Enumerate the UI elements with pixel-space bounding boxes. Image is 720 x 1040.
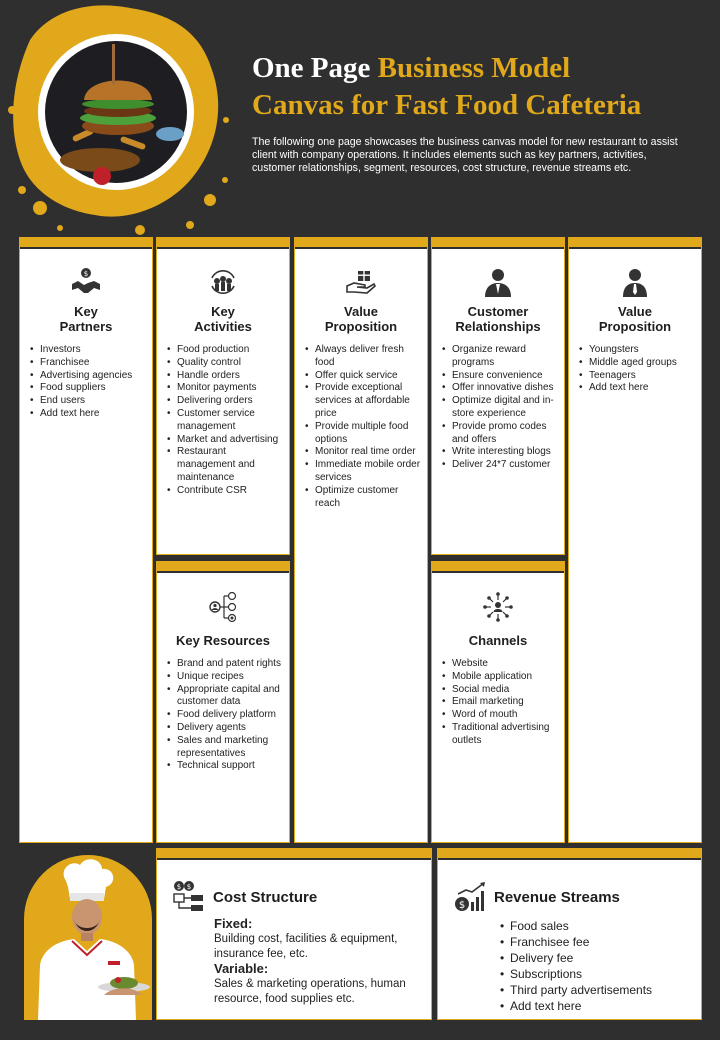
list-item: • Monitor payments [167,382,285,395]
card-accent-bar [157,849,431,860]
chef-photo [24,855,152,1020]
revenue-chart-icon [454,880,488,914]
list-item: • Delivery agents [167,722,285,735]
list-item: • Website [442,658,560,671]
list-item: • Write interesting blogs [442,446,560,459]
gift-hand-icon [345,266,377,298]
list-item: • Market and advertising [167,434,285,447]
page-title: One Page Business Model Canvas for Fast Food Cafeteria [252,52,642,121]
channels-list [432,658,564,748]
handshake-icon [70,266,102,298]
hub-network-icon [482,591,514,623]
key-partners-list [20,344,152,421]
cost-structure-title: Cost Structure [213,888,318,906]
list-item: • Advertising agencies [30,370,148,383]
list-item: • Provide multiple food options [305,421,423,447]
list-item: • Franchisee fee [500,934,697,950]
cost-structure-card [156,848,432,1020]
card-accent-bar [432,238,564,249]
list-item: • Traditional advertising outlets [442,722,560,748]
card-accent-bar [295,238,427,249]
list-item: • Food suppliers [30,382,148,395]
revenue-streams-card [437,848,702,1020]
list-item: • Add text here [579,382,697,395]
list-item: • Food sales [500,918,697,934]
list-item: • Food delivery platform [167,709,285,722]
list-item: • Monitor real time order [305,446,423,459]
value-proposition-list [295,344,427,510]
list-item: • Always deliver fresh food [305,344,423,370]
burger-photo-splash [0,0,240,240]
list-item: • Contribute CSR [167,485,285,498]
key-resources-title: Key Resources [176,633,270,648]
cost-flow-icon [173,880,207,914]
list-item: • Technical support [167,760,285,773]
customer-segments-title: Value Proposition [598,304,672,334]
value-proposition-title: Value Proposition [324,304,398,334]
list-item: • Ensure convenience [442,370,560,383]
intro-text: The following one page showcases the business canvas model for new restaurant to assist client with company operations. It includes elements such as key partners, activities, customer relationships, segment, resources, cost structure, revenue streams etc. [252,136,678,174]
list-item: • Optimize customer reach [305,485,423,511]
card-accent-bar [157,562,289,573]
customer-segments-list [569,344,701,395]
customer-segments-card [568,237,702,843]
fixed-cost-text: Building cost, facilities & equipment, insurance fee, etc. [214,933,398,960]
list-item: • Optimize digital and in-store experience [442,395,560,421]
key-activities-list [157,344,289,498]
list-item: • Third party advertisements [500,982,697,998]
team-cycle-icon [207,266,239,298]
list-item: • Handle orders [167,370,285,383]
list-item: • Delivering orders [167,395,285,408]
key-partners-card [19,237,153,843]
list-item: • Sales and marketing representatives [167,735,285,761]
list-item: • Brand and patent rights [167,658,285,671]
revenue-streams-title: Revenue Streams [494,888,620,906]
list-item: • Add text here [500,998,697,1014]
list-item: • Email marketing [442,696,560,709]
list-item: • Unique recipes [167,671,285,684]
list-item: • Delivery fee [500,950,697,966]
list-item: • Provide promo codes and offers [442,421,560,447]
svg-text:$: $ [186,883,192,891]
card-accent-bar [569,238,701,249]
card-accent-bar [157,238,289,249]
customer-relationships-card [431,237,565,555]
revenue-streams-list [490,918,701,1014]
list-item: • Word of mouth [442,709,560,722]
list-item: • Quality control [167,357,285,370]
svg-text:$: $ [176,883,182,891]
fixed-cost-label: Fixed: [214,916,253,931]
list-item: • Teenagers [579,370,697,383]
person-tie-icon [619,266,651,298]
list-item: • Subscriptions [500,966,697,982]
list-item: • Deliver 24*7 customer [442,459,560,472]
key-activities-title: Key Activities [194,304,252,334]
list-item: • Middle aged groups [579,357,697,370]
svg-text:$: $ [83,270,89,278]
list-item: • Offer quick service [305,370,423,383]
list-item: • Investors [30,344,148,357]
list-item: • Immediate mobile order services [305,459,423,485]
list-item: • Provide exceptional services at affordable price [305,382,423,420]
variable-cost-text: Sales & marketing operations, human resource, food supplies etc. [214,978,406,1005]
list-item: • Mobile application [442,671,560,684]
channels-card [431,561,565,843]
list-item: • Organize reward programs [442,344,560,370]
card-accent-bar [20,238,152,249]
list-item: • Restaurant management and maintenance [167,446,285,484]
list-item: • Food production [167,344,285,357]
key-activities-card [156,237,290,555]
value-proposition-card [294,237,428,843]
list-item: • Offer innovative dishes [442,382,560,395]
svg-text:$: $ [458,900,466,911]
card-accent-bar [438,849,701,860]
list-item: • Add text here [30,408,148,421]
channels-title: Channels [468,633,528,648]
key-resources-list [157,658,289,773]
card-accent-bar [432,562,564,573]
list-item: • Customer service management [167,408,285,434]
businessman-icon [482,266,514,298]
variable-cost-label: Variable: [214,961,269,976]
customer-relationships-title: Customer Relationships [455,304,541,334]
key-partners-title: Key Partners [59,304,113,334]
list-item: • End users [30,395,148,408]
resource-network-icon [207,591,239,623]
customer-relationships-list [432,344,564,472]
list-item: • Youngsters [579,344,697,357]
list-item: • Appropriate capital and customer data [167,684,285,710]
list-item: • Social media [442,684,560,697]
key-resources-card [156,561,290,843]
list-item: • Franchisee [30,357,148,370]
